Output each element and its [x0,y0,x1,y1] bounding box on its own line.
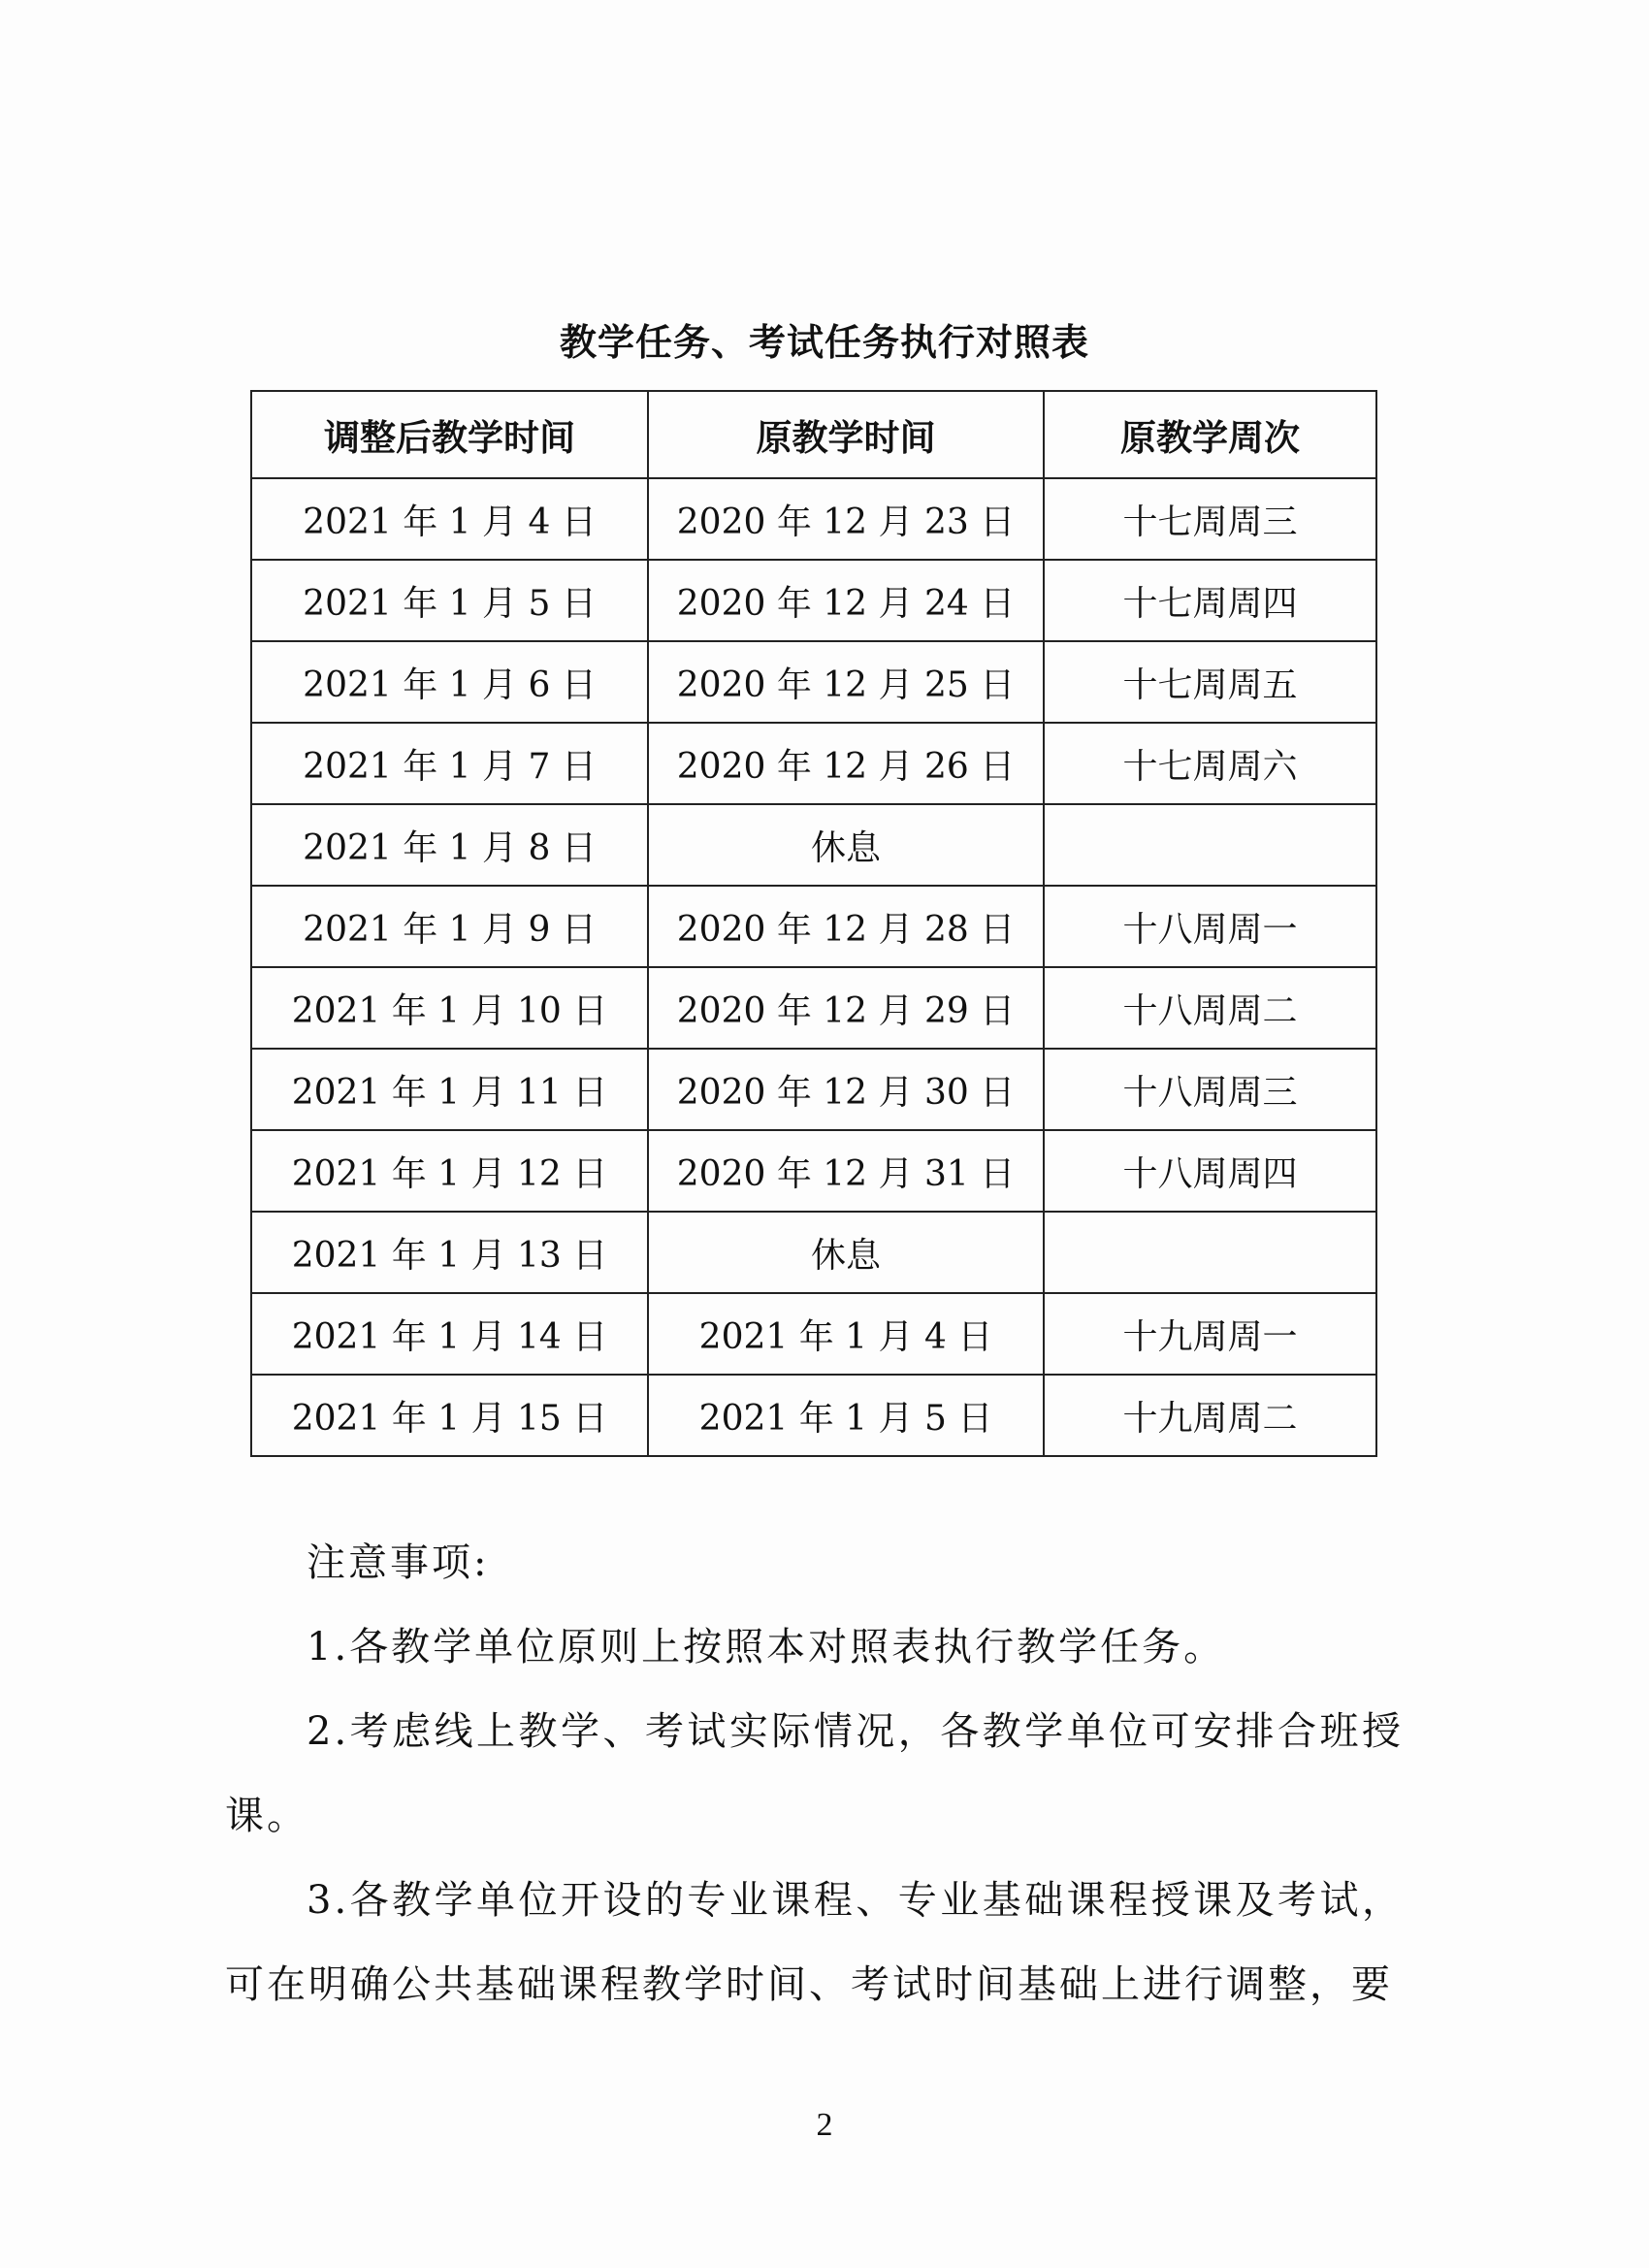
adjusted-time-cell: 2021 年 1 月 7 日 [251,723,648,804]
note-item: 2.考虑线上教学、考试实际情况，各教学单位可安排合班授课。 [225,1709,1404,1838]
header-adjusted-time: 调整后教学时间 [251,391,648,478]
table-row [251,804,1376,886]
original-time-cell: 2020 年 12 月 24 日 [648,560,1044,641]
original-week-cell: 十七周周五 [1044,641,1376,723]
original-time-cell: 2020 年 12 月 31 日 [648,1130,1044,1212]
adjusted-time-cell: 2021 年 1 月 10 日 [251,967,648,1049]
original-time-cell: 2020 年 12 月 25 日 [648,641,1044,723]
table-header-row [251,391,1376,478]
original-week-cell: 十七周周四 [1044,560,1376,641]
table-row [251,1212,1376,1293]
table-row [251,478,1376,560]
notes-heading: 注意事项: [307,1540,490,1585]
original-time-cell: 2020 年 12 月 28 日 [648,886,1044,967]
original-time-cell: 2021 年 1 月 4 日 [648,1293,1044,1375]
adjusted-time-cell: 2021 年 1 月 8 日 [251,804,648,886]
original-time-cell: 2020 年 12 月 29 日 [648,967,1044,1049]
table-row [251,560,1376,641]
original-time-cell: 2020 年 12 月 23 日 [648,478,1044,560]
adjusted-time-cell: 2021 年 1 月 5 日 [251,560,648,641]
adjusted-time-cell: 2021 年 1 月 13 日 [251,1212,648,1293]
note-item: 3.各教学单位开设的专业课程、专业基础课程授课及考试，可在明确公共基础课程教学时间、考试时间基础上进行调整，要 [225,1878,1404,2007]
page-number: 2 [816,2107,833,2143]
original-time-cell: 2020 年 12 月 30 日 [648,1049,1044,1130]
original-time-cell: 2021 年 1 月 5 日 [648,1375,1044,1456]
adjusted-time-cell: 2021 年 1 月 12 日 [251,1130,648,1212]
adjusted-time-cell: 2021 年 1 月 11 日 [251,1049,648,1130]
table-row [251,1375,1376,1456]
header-original-time: 原教学时间 [648,391,1044,478]
original-week-cell: 十九周周二 [1044,1375,1376,1456]
table-row [251,1293,1376,1375]
adjusted-time-cell: 2021 年 1 月 15 日 [251,1375,648,1456]
original-week-cell: 十七周周六 [1044,723,1376,804]
original-week-cell [1044,804,1376,886]
table-row [251,967,1376,1049]
original-week-cell: 十八周周二 [1044,967,1376,1049]
table-row [251,641,1376,723]
table-row [251,1130,1376,1212]
notes-section [225,1521,1404,2027]
table-row [251,723,1376,804]
original-week-cell: 十八周周一 [1044,886,1376,967]
original-week-cell: 十七周周三 [1044,478,1376,560]
original-week-cell: 十八周周三 [1044,1049,1376,1130]
header-original-week: 原教学周次 [1044,391,1376,478]
adjusted-time-cell: 2021 年 1 月 9 日 [251,886,648,967]
adjusted-time-cell: 2021 年 1 月 6 日 [251,641,648,723]
original-time-cell: 休息 [648,1212,1044,1293]
original-week-cell [1044,1212,1376,1293]
original-time-cell: 2020 年 12 月 26 日 [648,723,1044,804]
original-week-cell: 十九周周一 [1044,1293,1376,1375]
original-week-cell: 十八周周四 [1044,1130,1376,1212]
adjusted-time-cell: 2021 年 1 月 14 日 [251,1293,648,1375]
schedule-table [250,390,1377,1457]
note-item: 1.各教学单位原则上按照本对照表执行教学任务。 [307,1625,1226,1669]
original-time-cell: 休息 [648,804,1044,886]
adjusted-time-cell: 2021 年 1 月 4 日 [251,478,648,560]
table-row [251,1049,1376,1130]
table-title: 教学任务、考试任务执行对照表 [559,321,1089,364]
table-row [251,886,1376,967]
